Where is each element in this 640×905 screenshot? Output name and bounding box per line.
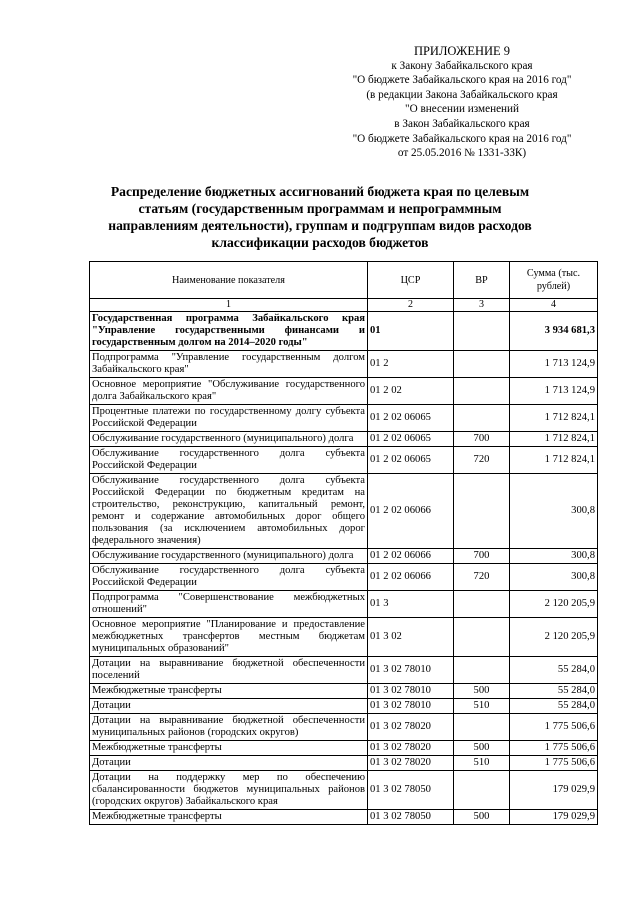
row-sum-cell: 300,8 bbox=[510, 564, 598, 591]
row-name-cell: Дотации на выравнивание бюджетной обеспеченности поселений bbox=[90, 657, 368, 684]
row-sum-cell: 2 120 205,9 bbox=[510, 618, 598, 657]
row-name-cell: Обслуживание государственного долга субъекта Российской Федерации bbox=[90, 564, 368, 591]
table-row bbox=[90, 741, 598, 756]
table-row bbox=[90, 312, 598, 351]
row-csr-cell: 01 bbox=[368, 312, 454, 351]
table-body bbox=[90, 312, 598, 825]
row-csr-cell: 01 3 02 78010 bbox=[368, 699, 454, 714]
row-vr-cell bbox=[454, 378, 510, 405]
row-name-cell: Обслуживание государственного (муниципального) долга bbox=[90, 549, 368, 564]
table-row bbox=[90, 378, 598, 405]
row-vr-cell bbox=[454, 657, 510, 684]
row-csr-cell: 01 3 02 78010 bbox=[368, 657, 454, 684]
row-name-cell: Основное мероприятие "Обслуживание государственного долга Забайкальского края" bbox=[90, 378, 368, 405]
row-vr-cell: 700 bbox=[454, 549, 510, 564]
row-vr-cell: 500 bbox=[454, 741, 510, 756]
row-sum-cell: 1 712 824,1 bbox=[510, 432, 598, 447]
row-sum-cell: 300,8 bbox=[510, 549, 598, 564]
row-sum-cell: 2 120 205,9 bbox=[510, 591, 598, 618]
row-csr-cell: 01 2 02 06065 bbox=[368, 447, 454, 474]
row-sum-cell: 300,8 bbox=[510, 474, 598, 549]
table-row bbox=[90, 771, 598, 810]
row-vr-cell: 510 bbox=[454, 756, 510, 771]
row-csr-cell: 01 2 02 06065 bbox=[368, 432, 454, 447]
column-number: 4 bbox=[510, 299, 598, 312]
row-vr-cell bbox=[454, 618, 510, 657]
row-sum-cell: 179 029,9 bbox=[510, 810, 598, 825]
column-header-csr: ЦСР bbox=[368, 262, 454, 299]
row-vr-cell: 500 bbox=[454, 684, 510, 699]
row-sum-cell: 3 934 681,3 bbox=[510, 312, 598, 351]
row-vr-cell: 720 bbox=[454, 447, 510, 474]
row-sum-cell: 1 712 824,1 bbox=[510, 447, 598, 474]
row-name-cell: Основное мероприятие "Планирование и предоставление межбюджетных трансфертов местным бюджетам муниципальных образований" bbox=[90, 618, 368, 657]
row-sum-cell: 1 713 124,9 bbox=[510, 351, 598, 378]
row-name-cell: Дотации bbox=[90, 699, 368, 714]
row-name-cell: Обслуживание государственного долга субъекта Российской Федерации по бюджетным кредитам на строительство, реконструкцию, капитальный ремонт, ремонт и содержание автомобильных дорог общего пользования (за исключением автомобильных дорог федерального значения) bbox=[90, 474, 368, 549]
table-row bbox=[90, 549, 598, 564]
row-sum-cell: 179 029,9 bbox=[510, 771, 598, 810]
appendix-line: в Закон Забайкальского края bbox=[394, 117, 530, 130]
budget-table bbox=[89, 261, 598, 825]
row-csr-cell: 01 2 02 06066 bbox=[368, 549, 454, 564]
row-sum-cell: 1 713 124,9 bbox=[510, 378, 598, 405]
row-sum-cell: 1 712 824,1 bbox=[510, 405, 598, 432]
row-csr-cell: 01 3 02 78010 bbox=[368, 684, 454, 699]
row-csr-cell: 01 2 02 06065 bbox=[368, 405, 454, 432]
row-name-cell: Обслуживание государственного (муниципального) долга bbox=[90, 432, 368, 447]
row-vr-cell bbox=[454, 714, 510, 741]
table-row bbox=[90, 447, 598, 474]
appendix-title: ПРИЛОЖЕНИЕ 9 bbox=[413, 44, 511, 58]
row-sum-cell: 1 775 506,6 bbox=[510, 714, 598, 741]
row-name-cell: Дотации на выравнивание бюджетной обеспеченности муниципальных районов (городских округов) bbox=[90, 714, 368, 741]
row-csr-cell: 01 3 02 78020 bbox=[368, 741, 454, 756]
column-header-name: Наименование показателя bbox=[90, 262, 368, 299]
row-sum-cell: 55 284,0 bbox=[510, 699, 598, 714]
row-vr-cell: 500 bbox=[454, 810, 510, 825]
table-row bbox=[90, 714, 598, 741]
row-sum-cell: 1 775 506,6 bbox=[510, 756, 598, 771]
row-vr-cell bbox=[454, 351, 510, 378]
row-csr-cell: 01 3 02 78020 bbox=[368, 714, 454, 741]
row-name-cell: Межбюджетные трансферты bbox=[90, 810, 368, 825]
row-vr-cell bbox=[454, 771, 510, 810]
table-row bbox=[90, 591, 598, 618]
row-name-cell: Процентные платежи по государственному долгу субъекта Российской Федерации bbox=[90, 405, 368, 432]
table-row bbox=[90, 657, 598, 684]
row-sum-cell: 55 284,0 bbox=[510, 684, 598, 699]
appendix-line: к Закону Забайкальского края bbox=[391, 59, 533, 72]
row-sum-cell: 1 775 506,6 bbox=[510, 741, 598, 756]
appendix-line: от 25.05.2016 № 1331-ЗЗК) bbox=[397, 147, 527, 160]
table-row bbox=[90, 756, 598, 771]
row-name-cell: Обслуживание государственного долга субъекта Российской Федерации bbox=[90, 447, 368, 474]
row-vr-cell: 720 bbox=[454, 564, 510, 591]
row-csr-cell: 01 3 02 bbox=[368, 618, 454, 657]
table-row bbox=[90, 564, 598, 591]
table-row bbox=[90, 351, 598, 378]
row-vr-cell bbox=[454, 591, 510, 618]
row-name-cell: Дотации на поддержку мер по обеспечению сбалансированности бюджетов муниципальных районов (городских округов) Забайкальского края bbox=[90, 771, 368, 810]
row-name-cell: Государственная программа Забайкальского края "Управление государственными финансами и государственным долгом на 2014–2020 годы" bbox=[90, 312, 368, 351]
column-number: 2 bbox=[368, 299, 454, 312]
table-row bbox=[90, 618, 598, 657]
column-number: 1 bbox=[90, 299, 368, 312]
column-number-row bbox=[90, 299, 598, 312]
row-vr-cell bbox=[454, 312, 510, 351]
appendix-line: "О внесении изменений bbox=[405, 103, 519, 116]
row-vr-cell bbox=[454, 405, 510, 432]
table-row bbox=[90, 474, 598, 549]
row-name-cell: Межбюджетные трансферты bbox=[90, 741, 368, 756]
row-csr-cell: 01 3 02 78020 bbox=[368, 756, 454, 771]
row-name-cell: Подпрограмма "Совершенствование межбюджетных отношений" bbox=[90, 591, 368, 618]
table-row bbox=[90, 432, 598, 447]
row-csr-cell: 01 2 bbox=[368, 351, 454, 378]
row-csr-cell: 01 3 02 78050 bbox=[368, 810, 454, 825]
row-vr-cell bbox=[454, 474, 510, 549]
table-row bbox=[90, 810, 598, 825]
row-csr-cell: 01 3 02 78050 bbox=[368, 771, 454, 810]
appendix-line: (в редакции Закона Забайкальского края bbox=[366, 88, 558, 101]
appendix-line: "О бюджете Забайкальского края на 2016 год" bbox=[352, 132, 572, 145]
row-sum-cell: 55 284,0 bbox=[510, 657, 598, 684]
row-csr-cell: 01 2 02 06066 bbox=[368, 474, 454, 549]
appendix-line: "О бюджете Забайкальского края на 2016 год" bbox=[352, 74, 572, 87]
table-row bbox=[90, 699, 598, 714]
table-row bbox=[90, 684, 598, 699]
column-header-sum: Сумма (тыс. рублей) bbox=[510, 262, 598, 299]
appendix-header bbox=[312, 44, 612, 161]
table-header-row bbox=[90, 262, 598, 299]
row-name-cell: Межбюджетные трансферты bbox=[90, 684, 368, 699]
row-csr-cell: 01 2 02 06066 bbox=[368, 564, 454, 591]
document-title: Распределение бюджетных ассигнований бюджета края по целевым статьям (государственным программам и непрограммным направлениям деятельности), группам и подгруппам видов расходов классификации расходов бюджетов bbox=[108, 184, 532, 250]
row-name-cell: Подпрограмма "Управление государственным долгом Забайкальского края" bbox=[90, 351, 368, 378]
row-csr-cell: 01 3 bbox=[368, 591, 454, 618]
column-number: 3 bbox=[454, 299, 510, 312]
table-row bbox=[90, 405, 598, 432]
row-vr-cell: 700 bbox=[454, 432, 510, 447]
row-csr-cell: 01 2 02 bbox=[368, 378, 454, 405]
row-vr-cell: 510 bbox=[454, 699, 510, 714]
row-name-cell: Дотации bbox=[90, 756, 368, 771]
column-header-vr: ВР bbox=[454, 262, 510, 299]
